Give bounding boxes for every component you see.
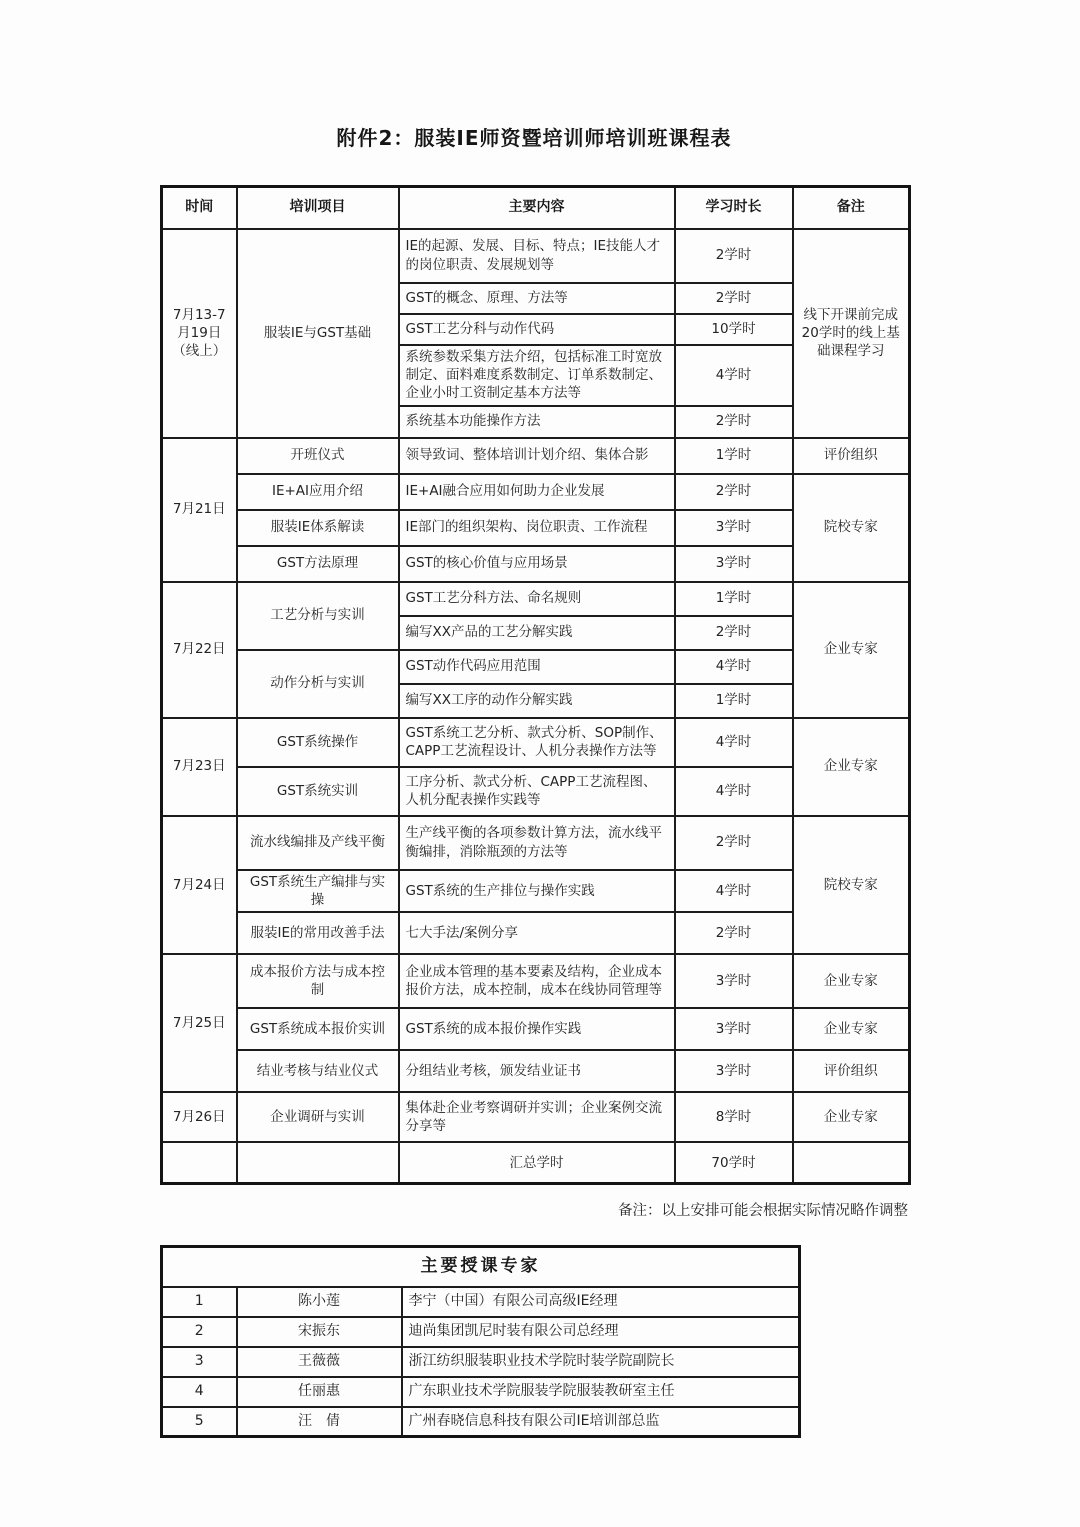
content-cell: 集体赴企业考察调研并实训；企业案例交流分享等 [399,1092,675,1142]
date-cell: 7月23日 [162,718,237,816]
expert-name-cell: 汪 倩 [237,1407,402,1437]
content-cell: GST工艺分科与动作代码 [399,314,675,345]
empty-cell [237,1142,399,1184]
project-cell: GST系统操作 [237,718,399,767]
content-cell: 企业成本管理的基本要素及结构，企业成本报价方法，成本控制，成本在线协同管理等 [399,954,675,1008]
expert-title-cell: 广东职业技术学院服装学院服装教研室主任 [402,1377,800,1407]
content-cell: GST工艺分科方法、命名规则 [399,582,675,616]
project-cell: GST系统生产编排与实操 [237,870,399,912]
index-cell: 3 [162,1347,237,1377]
hours-cell: 3学时 [675,510,793,546]
project-cell: GST方法原理 [237,546,399,582]
project-cell: IE+AI应用介绍 [237,474,399,510]
project-cell: GST系统实训 [237,767,399,816]
content-cell: GST系统的成本报价操作实践 [399,1008,675,1050]
hours-cell: 1学时 [675,684,793,718]
expert-name-cell: 宋振东 [237,1317,402,1347]
header-cell: 培训项目 [237,187,399,229]
expert-title-cell: 浙江纺织服装职业技术学院时装学院副院长 [402,1347,800,1377]
content-cell: GST的核心价值与应用场景 [399,546,675,582]
hours-cell: 3学时 [675,954,793,1008]
content-cell: IE+AI融合应用如何助力企业发展 [399,474,675,510]
content-cell: GST系统的生产排位与操作实践 [399,870,675,912]
index-cell: 4 [162,1377,237,1407]
hours-cell: 2学时 [675,406,793,438]
expert-title-cell: 迪尚集团凯尼时装有限公司总经理 [402,1317,800,1347]
remark-cell: 院校专家 [793,816,910,954]
hours-cell: 1学时 [675,438,793,474]
project-cell: GST系统成本报价实训 [237,1008,399,1050]
project-cell: 服装IE与GST基础 [237,229,399,438]
hours-cell: 2学时 [675,912,793,954]
expert-title-cell: 李宁（中国）有限公司高级IE经理 [402,1287,800,1317]
project-cell: 企业调研与实训 [237,1092,399,1142]
header-cell: 学习时长 [675,187,793,229]
remark-cell: 企业专家 [793,1008,910,1050]
empty-cell [793,1142,910,1184]
expert-name-cell: 任丽惠 [237,1377,402,1407]
schedule-note: 备注：以上安排可能会根据实际情况略作调整 [618,1203,908,1219]
hours-cell: 10学时 [675,314,793,345]
total-label-cell: 汇总学时 [399,1142,675,1184]
remark-cell: 评价组织 [793,1050,910,1092]
content-cell: 编写XX产品的工艺分解实践 [399,616,675,650]
expert-name-cell: 王薇薇 [237,1347,402,1377]
header-cell: 备注 [793,187,910,229]
project-cell: 动作分析与实训 [237,650,399,718]
remark-cell: 评价组织 [793,438,910,474]
empty-cell [162,1142,237,1184]
total-hours-cell: 70学时 [675,1142,793,1184]
experts-title-cell: 主要授课专家 [162,1247,800,1287]
project-cell: 工艺分析与实训 [237,582,399,650]
content-cell: 分组结业考核，颁发结业证书 [399,1050,675,1092]
content-cell: GST系统工艺分析、款式分析、SOP制作、CAPP工艺流程设计、人机分表操作方法等 [399,718,675,767]
remark-cell: 企业专家 [793,1092,910,1142]
hours-cell: 2学时 [675,474,793,510]
document-title: 附件2：服装IE师资暨培训师培训班课程表 [336,126,732,150]
hours-cell: 3学时 [675,546,793,582]
remark-cell: 院校专家 [793,474,910,582]
content-cell: GST动作代码应用范围 [399,650,675,684]
date-cell: 7月13-7月19日（线上） [162,229,237,438]
hours-cell: 2学时 [675,229,793,283]
project-cell: 成本报价方法与成本控制 [237,954,399,1008]
hours-cell: 4学时 [675,345,793,406]
remark-cell: 企业专家 [793,718,910,816]
hours-cell: 4学时 [675,767,793,816]
header-cell: 主要内容 [399,187,675,229]
index-cell: 1 [162,1287,237,1317]
date-cell: 7月24日 [162,816,237,954]
hours-cell: 8学时 [675,1092,793,1142]
hours-cell: 2学时 [675,616,793,650]
project-cell: 服装IE体系解读 [237,510,399,546]
content-cell: 生产线平衡的各项参数计算方法，流水线平衡编排，消除瓶颈的方法等 [399,816,675,870]
date-cell: 7月26日 [162,1092,237,1142]
date-cell: 7月25日 [162,954,237,1092]
content-cell: IE部门的组织架构、岗位职责、工作流程 [399,510,675,546]
content-cell: 工序分析、款式分析、CAPP工艺流程图、人机分配表操作实践等 [399,767,675,816]
content-cell: 系统基本功能操作方法 [399,406,675,438]
expert-title-cell: 广州春晓信息科技有限公司IE培训部总监 [402,1407,800,1437]
date-cell: 7月22日 [162,582,237,718]
remark-cell: 线下开课前完成20学时的线上基础课程学习 [793,229,910,438]
header-cell: 时间 [162,187,237,229]
hours-cell: 4学时 [675,718,793,767]
content-cell: IE的起源、发展、目标、特点；IE技能人才的岗位职责、发展规划等 [399,229,675,283]
hours-cell: 1学时 [675,582,793,616]
project-cell: 结业考核与结业仪式 [237,1050,399,1092]
remark-cell: 企业专家 [793,582,910,718]
hours-cell: 2学时 [675,283,793,314]
project-cell: 流水线编排及产线平衡 [237,816,399,870]
hours-cell: 3学时 [675,1008,793,1050]
hours-cell: 3学时 [675,1050,793,1092]
content-cell: 七大手法/案例分享 [399,912,675,954]
hours-cell: 2学时 [675,816,793,870]
expert-name-cell: 陈小莲 [237,1287,402,1317]
project-cell: 开班仪式 [237,438,399,474]
experts-table [160,1245,801,1438]
remark-cell: 企业专家 [793,954,910,1008]
index-cell: 2 [162,1317,237,1347]
content-cell: 系统参数采集方法介绍，包括标准工时宽放制定、面料难度系数制定、订单系数制定、企业小时工资制定基本方法等 [399,345,675,406]
date-cell: 7月21日 [162,438,237,582]
content-cell: GST的概念、原理、方法等 [399,283,675,314]
content-cell: 领导致词、整体培训计划介绍、集体合影 [399,438,675,474]
hours-cell: 4学时 [675,650,793,684]
index-cell: 5 [162,1407,237,1437]
content-cell: 编写XX工序的动作分解实践 [399,684,675,718]
hours-cell: 4学时 [675,870,793,912]
course-schedule-table [160,185,911,1185]
project-cell: 服装IE的常用改善手法 [237,912,399,954]
